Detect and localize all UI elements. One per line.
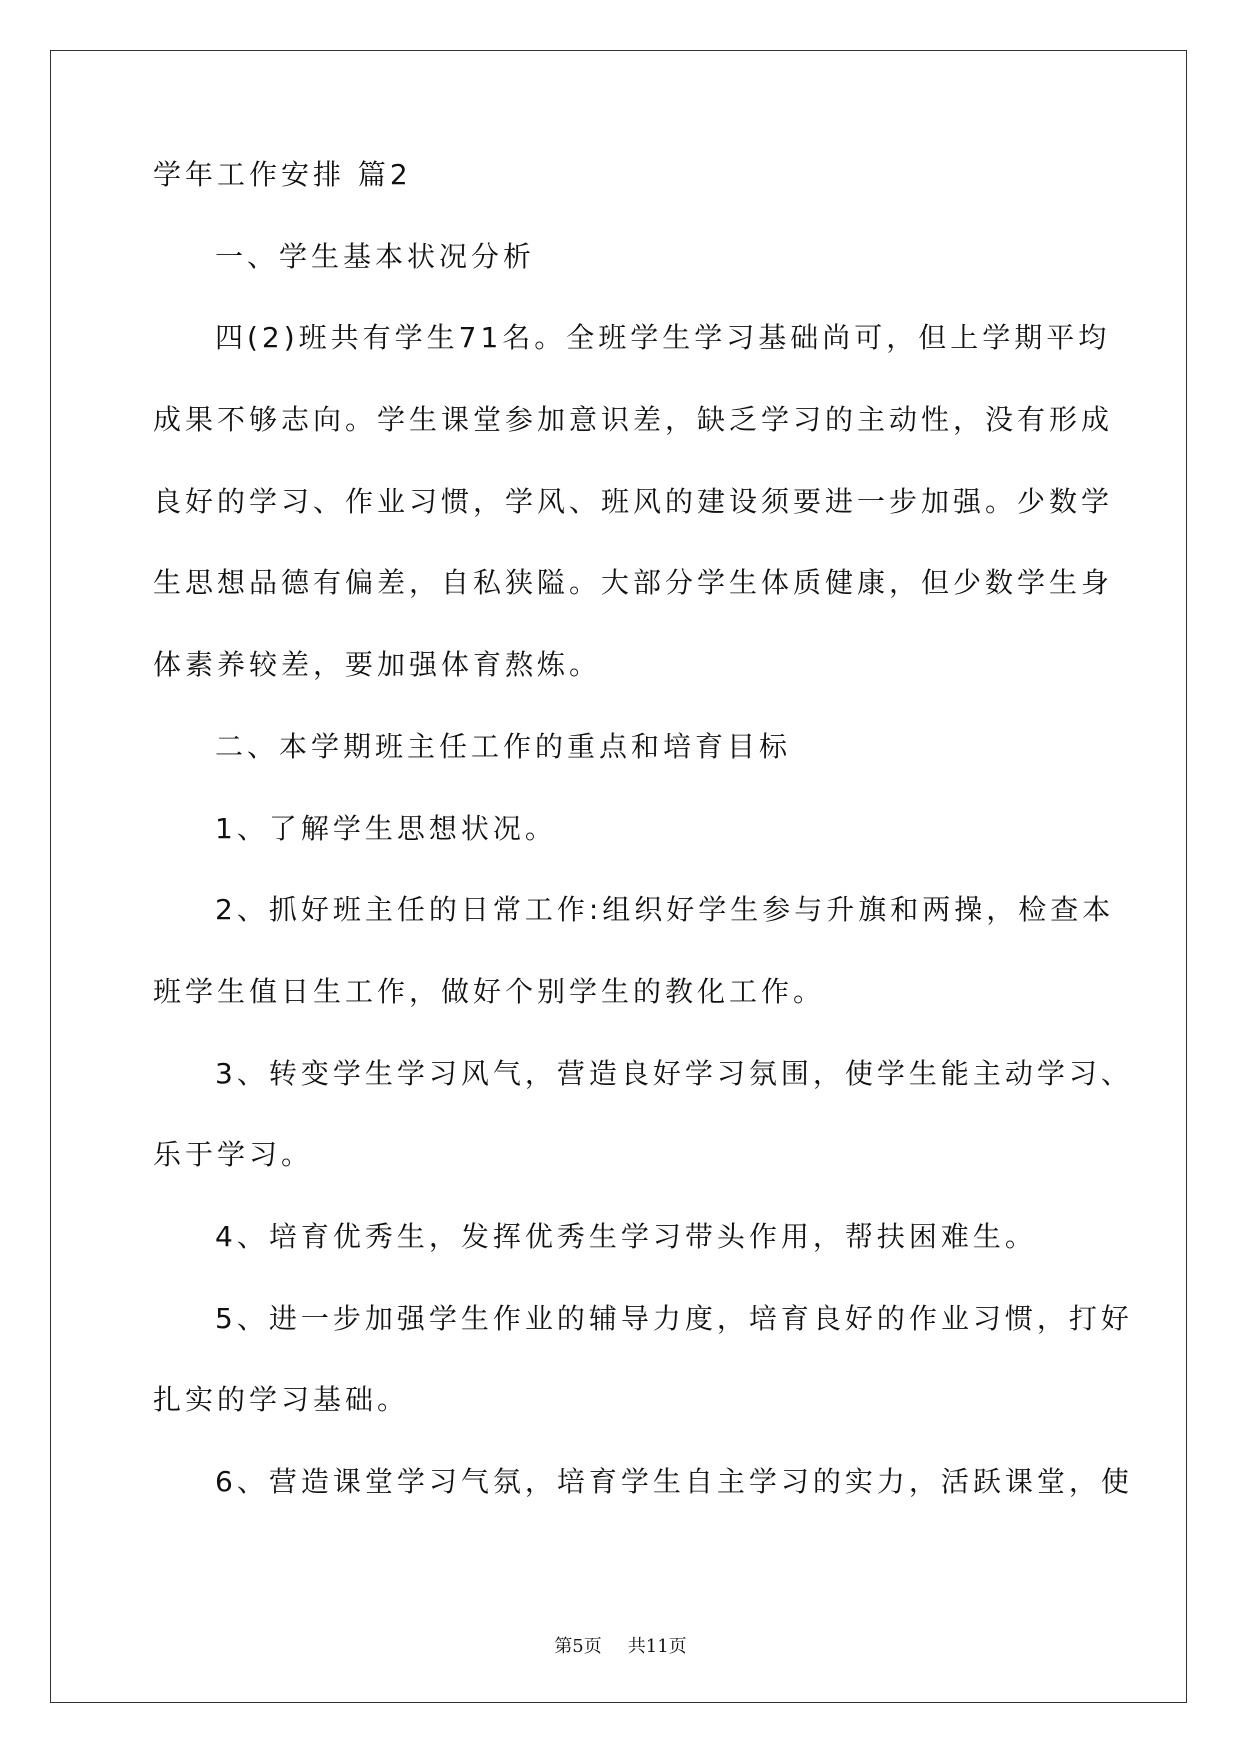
page-number: 第5页 [554, 1636, 602, 1657]
list-item-5-continued: 扎实的学习基础。 [153, 1383, 410, 1417]
list-item-3-continued: 乐于学习。 [153, 1138, 314, 1172]
subheading-goals: 二、本学期班主任工作的重点和培育目标 [215, 729, 792, 763]
page-total: 共11页 [627, 1636, 687, 1657]
list-item-1: 1、了解学生思想状况。 [215, 811, 557, 845]
section-heading: 学年工作安排 篇2 [153, 158, 412, 191]
list-item-2-continued: 班学生值日生工作，做好个别学生的教化工作。 [153, 974, 826, 1008]
subheading-student-analysis: 一、学生基本状况分析 [215, 239, 536, 273]
paragraph-line: 良好的学习、作业习惯，学风、班风的建设须要进一步加强。少数学 [153, 484, 1114, 518]
list-item-5: 5、进一步加强学生作业的辅导力度，培育良好的作业习惯，打好 [215, 1301, 1133, 1335]
list-item-3: 3、转变学生学习风气，营造良好学习氛围，使学生能主动学习、 [215, 1056, 1133, 1090]
page-footer [0, 1632, 1241, 1658]
document-body [153, 158, 1133, 1549]
paragraph-line: 生思想品德有偏差，自私狭隘。大部分学生体质健康，但少数学生身 [153, 566, 1114, 600]
list-item-6: 6、营造课堂学习气氛，培育学生自主学习的实力，活跃课堂，使 [215, 1465, 1133, 1498]
paragraph-line: 成果不够志向。学生课堂参加意识差，缺乏学习的主动性，没有形成 [153, 403, 1114, 437]
paragraph-line: 四(2)班共有学生71名。全班学生学习基础尚可，但上学期平均 [215, 321, 1111, 355]
paragraph-line: 体素养较差，要加强体育熬炼。 [153, 648, 602, 682]
list-item-2: 2、抓好班主任的日常工作:组织好学生参与升旗和两操，检查本 [215, 893, 1115, 927]
list-item-4: 4、培育优秀生，发挥优秀生学习带头作用，帮扶困难生。 [215, 1219, 1037, 1253]
